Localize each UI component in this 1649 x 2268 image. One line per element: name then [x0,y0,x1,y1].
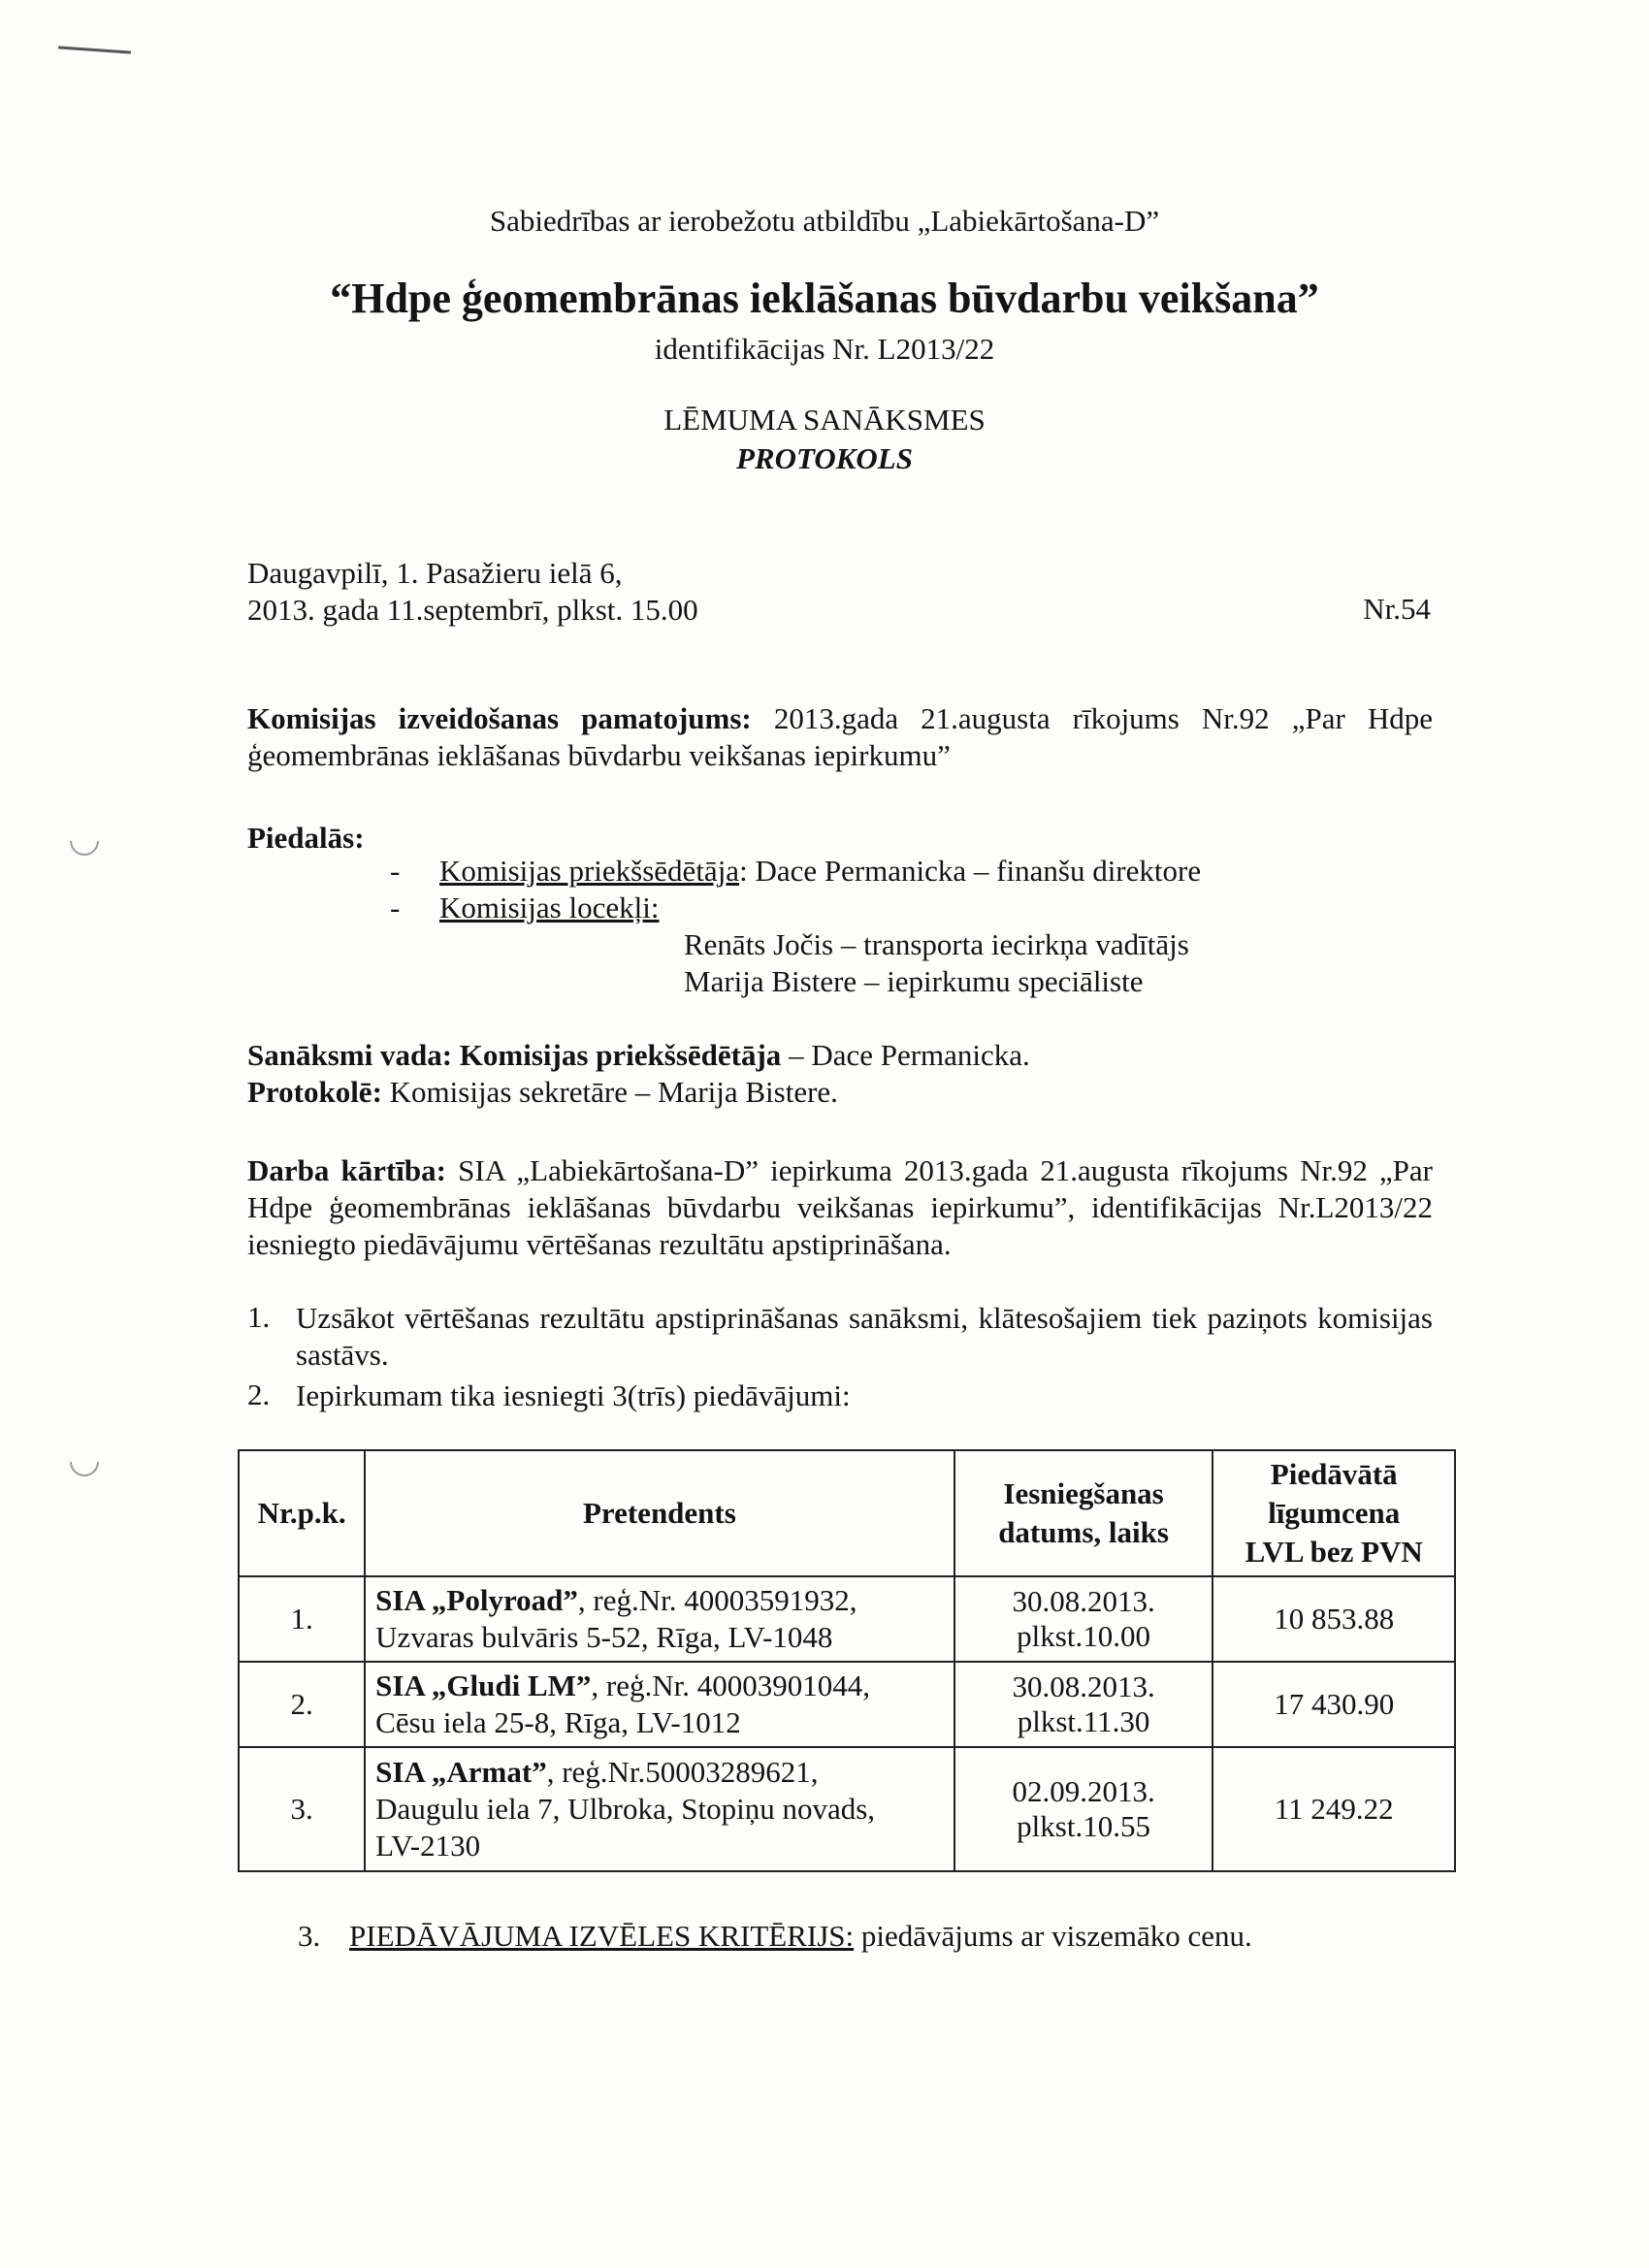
cell-date: 30.08.2013. plkst.11.30 [954,1662,1213,1747]
col-header-price: Piedāvātā līgumcena LVL bez PVN [1212,1450,1455,1576]
list-dash: - [390,854,401,888]
cell-pretendent: SIA „Polyroad”, reģ.Nr. 40003591932, Uzvaras bulvāris 5-52, Rīga, LV-1048 [365,1576,954,1662]
col-header-pretendents: Pretendents [365,1450,954,1576]
members-role: Komisijas locekļi: [439,891,660,924]
offers-table [238,1449,1456,1872]
minutes-text: Komisijas sekretāre – Marija Bistere. [389,1075,838,1109]
cell-nr: 3. [239,1747,365,1871]
criteria-label: PIEDĀVĀJUMA IZVĒLES KRITĒRIJS: [349,1919,855,1953]
item-number: 1. [247,1300,271,1334]
item-number: 2. [247,1377,271,1411]
criteria-number: 3. [298,1919,321,1953]
cell-nr: 1. [239,1576,365,1662]
protocol-number: Nr.54 [1363,592,1431,626]
cell-date: 02.09.2013. plkst.10.55 [954,1747,1213,1871]
document-type: LĒMUMA SANĀKSMES [663,403,986,437]
list-dash: - [390,891,401,924]
scan-mark [58,46,131,53]
table-header-row [239,1450,1455,1576]
leader-role: Komisijas priekšsēdētāja [459,1038,782,1072]
cell-nr: 2. [239,1662,365,1747]
document-subtype: PROTOKOLS [735,441,913,475]
item-text: Uzsākot vērtēšanas rezultātu apstiprināšanas sanāksmi, klātesošajiem tiek paziņots komisijas sastāvs. [296,1301,1433,1372]
table-row [239,1662,1455,1747]
selection-criteria [349,1919,1252,1954]
cell-date: 30.08.2013. plkst.10.00 [954,1576,1213,1662]
member-item: Renāts Jočis – transporta iecirkņa vadītājs [684,927,1189,961]
minutes-taker-line [247,1073,838,1112]
punch-hole-mark [64,821,105,861]
cell-price: 10 853.88 [1212,1576,1455,1662]
minutes-label: Protokolē: [247,1075,382,1109]
basis-label: Komisijas izveidošanas pamatojums: [247,701,752,735]
agenda [247,1152,1433,1263]
item-text: Iepirkumam tika iesniegti 3(trīs) piedāvājumi: [296,1378,851,1412]
agenda-text: SIA „Labiekārtošana-D” iepirkuma 2013.gada 21.augusta rīkojums Nr.92 „Par Hdpe ģeomembrānas ieklāšanas būvdarbu veikšanas iepirkumu”, identifikācijas Nr.L2013/22 iesniegto piedāvājumu vērtēšanas rezultātu apstiprināšana. [247,1153,1433,1261]
commission-basis [247,700,1433,774]
member-item: Marija Bistere – iepirkumu speciāliste [684,964,1144,998]
chair-line: Komisijas priekšsēdētāja: Dace Permanicka – finanšu direktore [439,854,1202,888]
organization-name: Sabiedrības ar ierobežotu atbildību „Labiekārtošana-D” [489,204,1160,238]
cell-pretendent: SIA „Armat”, reģ.Nr.50003289621, Daugulu iela 7, Ulbroka, Stopiņu novads, LV-2130 [365,1747,954,1871]
punch-hole-mark [64,1442,105,1482]
cell-price: 11 249.22 [1212,1747,1455,1871]
criteria-text: piedāvājums ar viszemāko cenu. [854,1919,1252,1953]
table-row [239,1576,1455,1662]
basis-text: 2013.gada 21.augusta rīkojums Nr.92 „Par Hdpe ģeomembrānas ieklāšanas būvdarbu veikšanas iepirkumu” [247,701,1434,772]
participants-heading: Piedalās: [247,821,365,855]
place-date-block [247,555,698,629]
identification-number: identifikācijas Nr. L2013/22 [654,332,995,366]
meeting-place: Daugavpilī, 1. Pasažieru ielā 6, [247,556,623,590]
chair-role: Komisijas priekšsēdētāja [439,854,740,888]
meeting-date: 2013. gada 11.septembrī, plkst. 15.00 [247,593,698,627]
table-row [239,1747,1455,1871]
cell-price: 17 430.90 [1212,1662,1455,1747]
meeting-leader-line [247,1036,1030,1075]
document-title: “Hdpe ģeomembrānas ieklāšanas būvdarbu veikšana” [330,275,1319,322]
cell-pretendent: SIA „Gludi LM”, reģ.Nr. 40003901044, Cēsu iela 25-8, Rīga, LV-1012 [365,1662,954,1747]
col-header-date: Iesniegšanas datums, laiks [954,1450,1213,1576]
leader-name: – Dace Permanicka. [789,1038,1030,1072]
chair-name: Dace Permanicka – finanšu direktore [755,854,1202,888]
col-header-nr: Nr.p.k. [239,1450,365,1576]
agenda-label: Darba kārtība: [247,1153,446,1187]
leader-label: Sanāksmi vada: [247,1038,453,1072]
